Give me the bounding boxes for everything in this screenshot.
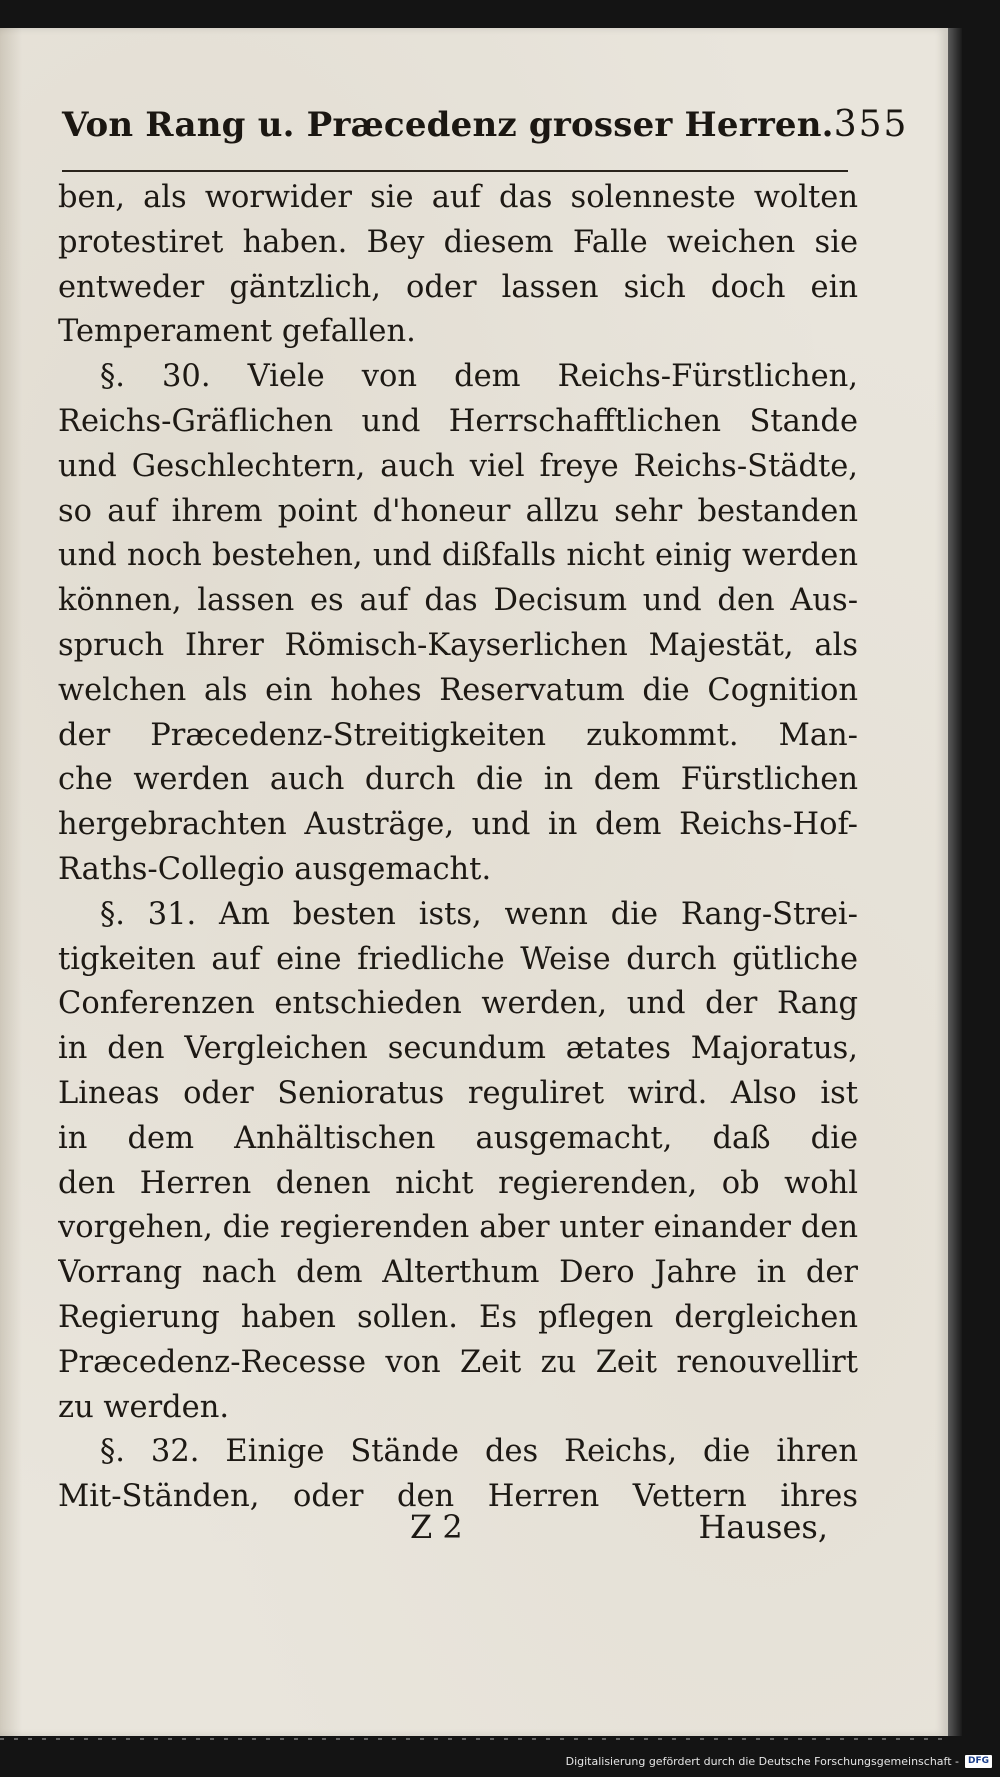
text-line: der Præcedenz-Streitigkeiten zukommt. Man- <box>58 717 858 753</box>
paragraph-32-start: §. 32. Einige Stände des Reichs, die ihren <box>100 1434 858 1470</box>
text-line: spruch Ihrer Römisch-Kayserlichen Majestät, als <box>58 627 858 663</box>
text-line: vorgehen, die regierenden aber unter einander den <box>58 1210 858 1246</box>
page-header <box>62 104 909 154</box>
page-footer <box>58 1508 828 1558</box>
text-line: Raths-Collegio ausgemacht. <box>58 851 492 887</box>
text-line: Regierung haben sollen. Es pflegen dergleichen <box>58 1299 858 1335</box>
text-line: ben, als worwider sie auf das solenneste wolten <box>58 180 858 215</box>
text-line: tigkeiten auf eine friedliche Weise durch gütliche <box>58 941 858 977</box>
signature-mark: Z 2 <box>410 1508 463 1546</box>
running-title: Von Rang u. Præcedenz grosser Herren. <box>62 105 834 145</box>
text-line: den Herren denen nicht regierenden, ob wohl <box>58 1165 858 1201</box>
page-edge-shadow <box>948 28 962 1736</box>
header-rule <box>62 170 848 172</box>
text-line: welchen als ein hohes Reservatum die Cognition <box>58 672 858 708</box>
page-number: 355 <box>833 104 909 145</box>
text-line: che werden auch durch die in dem Fürstlichen <box>58 762 858 798</box>
text-line: und noch bestehen, und dißfalls nicht einig werden <box>58 538 858 574</box>
paragraph-30-start: §. 30. Viele von dem Reichs-Fürstlichen, <box>100 359 858 395</box>
text-line: Conferenzen entschieden werden, und der Rang <box>58 986 858 1022</box>
credit-bar <box>0 1746 1000 1777</box>
text-line: Lineas oder Senioratus reguliret wird. Also ist <box>58 1075 858 1111</box>
catchword: Hauses, <box>698 1508 828 1546</box>
text-line: Reichs-Gräflichen und Herrschafftlichen Stande <box>58 403 858 439</box>
text-line: so auf ihrem point d'honeur allzu sehr bestanden <box>58 493 858 529</box>
text-line: in den Vergleichen secundum ætates Majoratus, <box>58 1031 858 1067</box>
text-line: hergebrachten Austräge, und in dem Reichs-Hof- <box>58 807 858 843</box>
text-line: protestiret haben. Bey diesem Falle weichen sie <box>58 224 858 260</box>
body-text <box>58 176 858 1520</box>
text-line: können, lassen es auf das Decisum und den Aus- <box>58 583 858 619</box>
text-line: entweder gäntzlich, oder lassen sich doch ein <box>58 269 858 305</box>
credit-text: Digitalisierung gefördert durch die Deutsche Forschungsgemeinschaft - <box>565 1755 959 1768</box>
text-line: Temperament gefallen. <box>58 314 416 350</box>
text-line: und Geschlechtern, auch viel freye Reichs-Städte, <box>58 448 858 484</box>
text-line: in dem Anhältischen ausgemacht, daß die <box>58 1120 858 1156</box>
text-line: zu werden. <box>58 1389 230 1425</box>
paragraph-31-start: §. 31. Am besten ists, wenn die Rang-Strei- <box>100 896 858 932</box>
text-line: Mit-Ständen, oder den Herren Vettern ihres <box>58 1479 858 1515</box>
dfg-logo: DFG <box>965 1755 992 1768</box>
text-line: Vorrang nach dem Alterthum Dero Jahre in der <box>58 1255 858 1291</box>
scan-ruler <box>0 1738 948 1740</box>
text-line: Præcedenz-Recesse von Zeit zu Zeit renouvellirt <box>58 1344 858 1380</box>
